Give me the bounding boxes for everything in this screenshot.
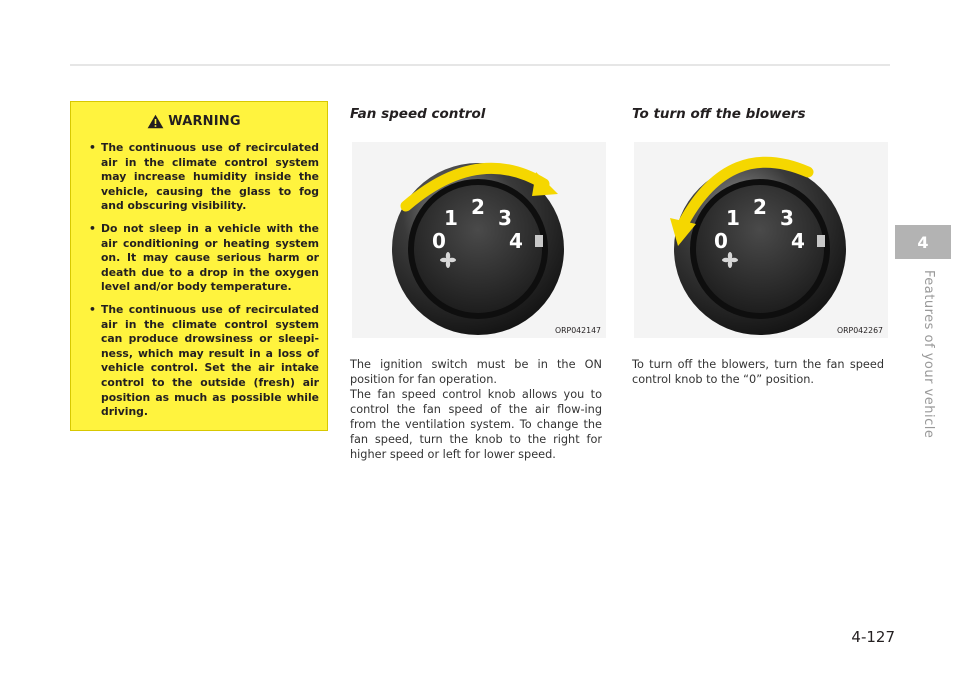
warning-box — [70, 101, 328, 431]
knob-label-0: 0 — [714, 229, 728, 253]
knob-label-3: 3 — [498, 206, 512, 230]
top-rule — [70, 64, 890, 66]
warning-list — [89, 141, 319, 420]
paragraph: The fan speed control knob allows you to control the fan speed of the air flow-ing from the ventilation system. To change the fan speed, turn the knob to the right for higher speed or left for lower speed. — [350, 388, 602, 461]
warning-header — [69, 114, 319, 129]
warning-triangle-icon — [147, 114, 164, 129]
figure-code: ORP042267 — [836, 326, 883, 335]
fan-knob-illustration — [352, 142, 606, 338]
warning-title: WARNING — [168, 114, 241, 129]
knob-label-1: 1 — [444, 206, 458, 230]
knob-label-4: 4 — [791, 229, 805, 253]
warning-item: • Do not sleep in a vehicle with the air conditioning or heating system on. It may cause serious harm or death due to a drop in the oxygen level and/or body temperature. — [89, 222, 319, 295]
knob-label-0: 0 — [432, 229, 446, 253]
page-number: 4-127 — [851, 628, 895, 646]
warning-item: • The continuous use of recirculated air in the climate control system can produce drowsiness or sleepi-ness, which may result in a loss of vehicle control. Set the air intake control to the outside (fresh) air position as much as possible while driving. — [89, 303, 319, 420]
paragraph: To turn off the blowers, turn the fan speed control knob to the “0” position. — [632, 358, 884, 386]
knob-label-2: 2 — [753, 195, 767, 219]
fan-knob-figure-left — [634, 142, 888, 338]
warning-item: • The continuous use of recirculated air in the climate control system may increase humidity inside the vehicle, causing the glass to fog and obscuring visibility. — [89, 141, 319, 214]
chapter-title: Features of your vehicle — [921, 270, 936, 439]
chapter-tab: 4 — [895, 225, 951, 259]
fan-knob-figure-right — [352, 142, 606, 338]
knob-label-2: 2 — [471, 195, 485, 219]
knob-label-1: 1 — [726, 206, 740, 230]
figure-code: ORP042147 — [554, 326, 601, 335]
blowers-off-text — [632, 357, 884, 387]
blowers-off-heading: To turn off the blowers — [632, 106, 806, 122]
fan-knob-illustration — [634, 142, 888, 338]
knob-label-4: 4 — [509, 229, 523, 253]
knob-label-3: 3 — [780, 206, 794, 230]
fan-speed-heading: Fan speed control — [350, 106, 486, 122]
paragraph: The ignition switch must be in the ON position for fan operation. — [350, 358, 602, 386]
arrow-head — [532, 172, 558, 196]
fan-speed-text — [350, 357, 602, 462]
